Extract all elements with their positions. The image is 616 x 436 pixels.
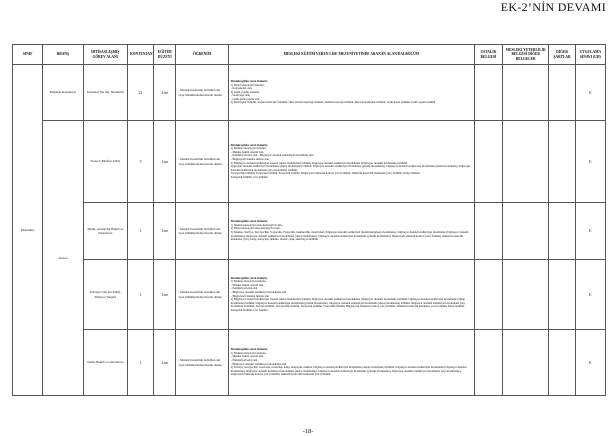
- description-line: 1) Makine teknolojisi alanının,: [230, 279, 267, 284]
- description-line: 3) Metal işler bölümü, Soğuk metal işler bölümü, Oksi asetilen kaynağı bölümü, Elektrik kaynağı bölümü, Metal kaynakçılık bölümü, Gemi inşası bölümü, Gemi yapım bölümü: [230, 100, 436, 105]
- description-line: 1) Makine teknolojisi alanının,: [230, 350, 267, 355]
- table-row: [13, 260, 606, 330]
- uygulama-cell: E: [575, 121, 605, 203]
- kontenjan-cell: 1: [127, 330, 153, 396]
- header-meslek: MESLEKİ EĞİTİM VEREN LİSE MEZUNİYETİNDE ARANAN ALAN/DALBÖLÜM: [228, 45, 474, 65]
- diger-cell: [549, 260, 575, 330]
- table-row: [13, 203, 606, 260]
- ustalik-cell: [474, 121, 502, 203]
- description-line: bilgisayar destekli endüstriyel modelleme (ahşap modelleme) bölümü, bilgisayar destekli endüstriyel modelleme (plastik modelleme), bilgisayar destekli endüstriyel modelleme (metal modelleme), bilgisayar destekli endüstriyel modelleme (alçı modelleme) bölümü,: [230, 164, 471, 172]
- meslek-cell: [228, 203, 474, 260]
- uygulama-cell: E: [575, 65, 605, 121]
- header-ogrenim: ÖĞRENİM: [176, 45, 228, 65]
- brans-cell: Tornacı: [43, 121, 83, 396]
- header-ihtisaslik: İHTİSASLAŞMIŞ GÖREV ALANI: [83, 45, 127, 65]
- description-line: Mesleki eğitim veren liselerin;: [230, 142, 268, 147]
- description-line: 2) Tesviye, tesviyecilik, tornacılık, frezecilik, kalıp, kalıpçılık, makine, bilgisayar destekli endüstriyel modelleme (ahşap modelleme) bölümü, bilgisayar destekli endüstriyel modelleme (bilgisayar destekli modelleme), bilgisayar destekli endüstriyel modelleme (metal modelleme), bilgisayar destekli endüstriyel modelleme (plastik modelleme), bilgisayar destekli endüstriyel modelleme (alçı modelleme), bilgisayarlı nümerik kontrol (cnc) bölümü, nümerik kontrollü makineler (cnc) bölümü: [230, 365, 467, 377]
- brans-cell: Ekipman Kaynakçısı: [43, 65, 83, 121]
- ogrenim-cell: - Meslek liselerinin belirtilen dal veya bölümlerinden mezun olmak: [176, 260, 228, 330]
- description-line: Mesleki eğitim veren liselerin;: [230, 275, 268, 280]
- alan-cell: Kaynakçı (Su altı, Siluminit): [83, 65, 127, 121]
- kontenjan-cell: 21: [127, 65, 153, 121]
- page-title: EK-2’NİN DEVAMI: [500, 0, 606, 14]
- table-row: [13, 65, 606, 121]
- meslek-cell: [228, 121, 474, 203]
- meslek-cell: [228, 65, 474, 121]
- description-line: Tesviyecilik bölümü, Tornacılık bölümü, Frezecilik bölümü, Bilgisayarlı nümerik kontrol (cnc) bölümü, Nümerik kontrollü makineler (cnc) bölümü, Kalıp bölümü,: [230, 171, 421, 176]
- header-row: [13, 45, 606, 65]
- ogrenim-cell: - Meslek liselerinin belirtilen dal veya bölümlerinden mezun olmak: [176, 121, 228, 203]
- description-line: - Endüstriyel kalıp dalı: [230, 357, 258, 362]
- sinif-cell: Mekanikçi: [13, 65, 43, 396]
- header-brans: BRANŞ: [43, 45, 83, 65]
- description-line: 1) Makine teknolojisi alanı herhangi bir dalı,: [230, 222, 283, 227]
- yeterlilik-cell: [503, 121, 549, 203]
- table-row: [13, 121, 606, 203]
- uygulama-cell: E: [575, 260, 605, 330]
- description-line: Mesleki eğitim veren liselerin;: [230, 78, 268, 83]
- ustalik-cell: [474, 330, 502, 396]
- alan-cell: Teçhiz Bakım ve Onarımcısı: [83, 330, 127, 396]
- description-line: 2) Gemi yapımı alanının,: [230, 89, 260, 94]
- requirements-table: [12, 44, 606, 396]
- yeterlilik-cell: [503, 203, 549, 260]
- alan-cell: Takım, Aruslardık Bakım ve Onarımcısı: [83, 203, 127, 260]
- uygulama-cell: E: [575, 330, 605, 396]
- description-line: Mesleki eğitim veren liselerin;: [230, 219, 268, 224]
- diger-cell: [549, 330, 575, 396]
- table-row: [13, 330, 606, 396]
- meslek-cell: [228, 260, 474, 330]
- egitim-cell: Lise: [154, 65, 176, 121]
- diger-cell: [549, 203, 575, 260]
- description-line: - Gemi inşa dalı,: [230, 93, 251, 98]
- header-yeterlilik: MESLEKİ YETERLİLİK BELGESİ DİĞER BELGELER: [503, 45, 549, 65]
- alan-cell: Tesviyeci (Su altı dahil), Pimyacı (Vargel): [83, 260, 127, 330]
- description-line: - Bilgisayarlı makine imalatı dalı: [230, 156, 269, 161]
- kontenjan-cell: 1: [127, 260, 153, 330]
- diger-cell: [549, 65, 575, 121]
- description-line: - Bilgisayar destekli endüstriyel modelleme dalı: [230, 289, 287, 294]
- description-line: Mesleki eğitim veren liselerin;: [230, 347, 268, 352]
- yeterlilik-cell: [503, 65, 549, 121]
- description-line: 1) Metal teknolojisi alanının,: [230, 82, 265, 87]
- egitim-cell: Lise: [154, 203, 176, 260]
- description-line: - Makine bakım onarım dalı,: [230, 282, 264, 287]
- description-line: 1) Makine teknolojisi alanının,: [230, 146, 267, 151]
- description-line: - Endüstriyel kalıp dalı - Bilgisayar destekli endüstriyel modelleme dalı: [230, 153, 314, 158]
- description-line: 3) Makine, Tesviye, Tesviyecilik, Tornacılık, Frezecilik, makinecilik, metal işleri, bilgisayar destekli endüstriyel modelleme(ahşap modelleme), bilgisayar destekli endüstriyel modelleme (bilgisayar destekli modelleme), bilgisayar destekli endüstriyel modelleme (metal modelleme), bilgisayar destekli endüstriyel modelleme (plastik modelleme), bilgisayarlı nümerik kontrol (cnc) bölümü, nümerik kontrollü makineler (cnc), kalıp, kalıpçılık, makine, model, çelik, ekstrüzyon bölümü: [230, 230, 469, 242]
- description-line: - Endüstriyel kalıp dalı: [230, 286, 258, 291]
- header-kontenjan: KONTENJAN: [127, 45, 153, 65]
- description-line: - Bilgisayarlı makine imalatı dalı: [230, 293, 269, 298]
- yeterlilik-cell: [503, 330, 549, 396]
- kontenjan-cell: 5: [127, 121, 153, 203]
- description-line: - Bilgisayar destekli endüstriyel modelleme dalı: [230, 361, 287, 366]
- ogrenim-cell: - Meslek liselerinin belirtilen dal veya bölümlerinden mezun olmak: [176, 65, 228, 121]
- uygulama-cell: E: [575, 203, 605, 260]
- header-ustalik: USTALIK BELGESİ: [474, 45, 502, 65]
- yeterlilik-cell: [503, 260, 549, 330]
- description-line: Kalıpçılık bölümü, Cnc bölümü: [230, 174, 268, 179]
- egitim-cell: Lise: [154, 260, 176, 330]
- ustalik-cell: [474, 203, 502, 260]
- alan-cell: Frezeci (Metfrez dahil): [83, 121, 127, 203]
- description-line: - Gelik gemi yapımı dalı,: [230, 96, 260, 101]
- header-diger: DİĞER ŞARTLAR: [549, 45, 575, 65]
- header-egitim: EĞİTİM DÜZEYİ: [154, 45, 176, 65]
- diger-cell: [549, 121, 575, 203]
- page-number: -18-: [302, 428, 314, 435]
- meslek-cell: [228, 330, 474, 396]
- egitim-cell: Lise: [154, 121, 176, 203]
- ustalik-cell: [474, 260, 502, 330]
- description-line: - Kaynakçılık dalı,: [230, 86, 253, 91]
- description-line: 2) Metal teknolojisi alanı herhangi bir dalı,: [230, 226, 281, 231]
- ustalik-cell: [474, 65, 502, 121]
- ogrenim-cell: - Meslek liselerinin belirtilen dal veya bölümlerinden mezun olmak: [176, 330, 228, 396]
- kontenjan-cell: 1: [127, 203, 153, 260]
- description-line: 2) Bilgisayar destekli endüstriyel tasarım (metal modelleme) bölümü, bilgisayar destekli endüstriyel modelleme (bilgisayar destekli modelleme) bölümü,: [230, 160, 408, 165]
- ogrenim-cell: - Meslek liselerinin belirtilen dal veya bölümlerinden mezun olmak: [176, 203, 228, 260]
- egitim-cell: Lise: [154, 330, 176, 396]
- header-sinif: SINIF: [13, 45, 43, 65]
- header-uygulama: UYGULAMA SINAVI (UH): [575, 45, 605, 65]
- description-line: 2) Bilgisayar destekli endüstriyel tasarım (metal modelleme) bölümü, bilgisayar destekli endüstriyel modelleme (bilgisayar destekli modelleme) bölümü, bilgisayar destekli endüstriyel modelleme (ahşap modelleme) bölümü, bilgisayar destekli endüstriyel modelleme (plastik modelleme), bilgisayar destekli endüstriyel modelleme (metal modelleme) bölümü, bilgisayar destekli endüstriyel modelleme (alçı modelleme) bölümü, Tesviye bölümü, Tesviyecilik bölümü, Tornacılık bölümü, Frezecilik bölümü, Bilgisayarlı nümerik kontrol (cnc) bölümü, Nümerik kontrollü makineler (cnc) bölümü, Kalıp bölümü, Kalıpçılık bölümü, Cnc bölümü: [230, 297, 466, 312]
- description-line: - Makine bakım onarım dalı,: [230, 354, 264, 359]
- description-line: - Makine bakım onarım dalı,: [230, 149, 264, 154]
